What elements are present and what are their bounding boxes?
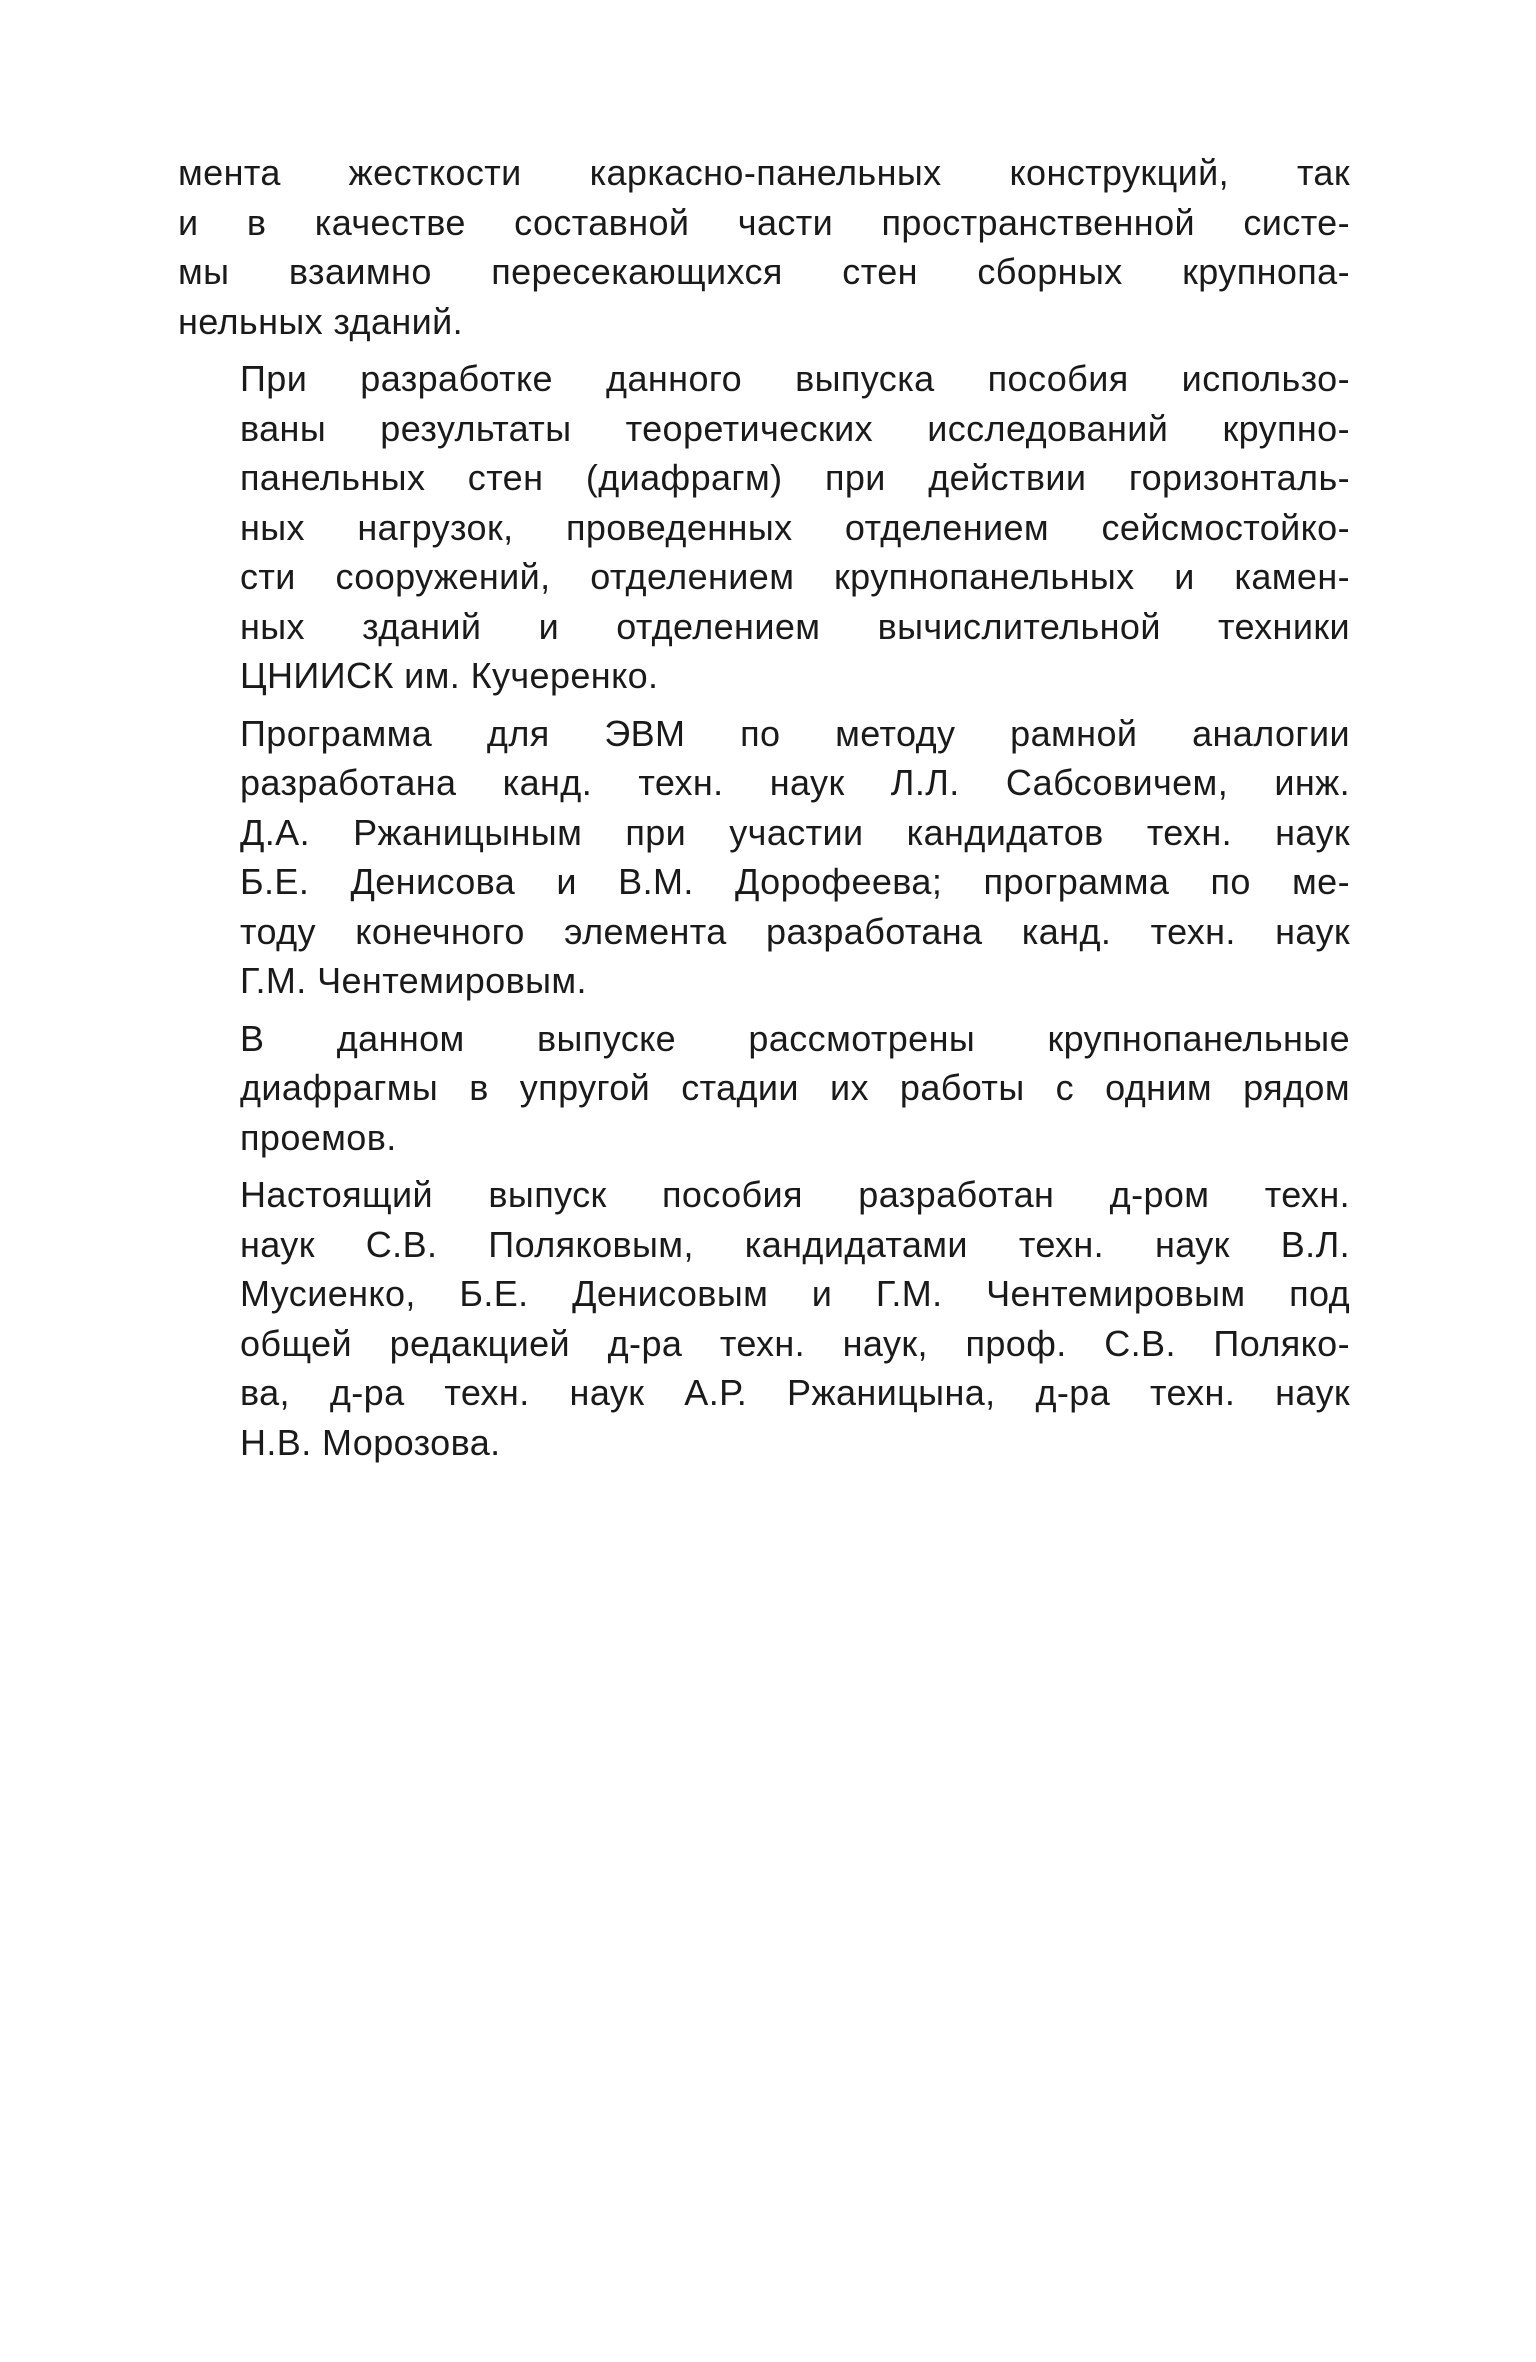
text-line: наук С.В. Поляковым, кандидатами техн. наук В.Л.: [240, 1223, 1350, 1265]
text-line: ваны результаты теоретических исследований крупно-: [240, 407, 1350, 449]
paragraph-4: [178, 1014, 1350, 1163]
text-line: Программа для ЭВМ по методу рамной аналогии: [240, 712, 1350, 754]
text-line: Н.В. Морозова.: [240, 1421, 501, 1463]
text-line: разработана канд. техн. наук Л.Л. Сабсовичем, инж.: [240, 762, 1350, 803]
text-line: ва, д-ра техн. наук А.Р. Ржаницына, д-ра техн. наук: [240, 1372, 1350, 1413]
text-line: мента жесткости каркасно-панельных конструкций, так: [178, 152, 1350, 193]
text-line: и в качестве составной части пространственной систе-: [178, 201, 1350, 243]
text-line: Б.Е. Денисова и В.М. Дорофеева; программа по ме-: [240, 861, 1350, 902]
text-line: ных зданий и отделением вычислительной техники: [240, 605, 1350, 647]
text-line: панельных стен (диафрагм) при действии горизонталь-: [240, 457, 1350, 498]
text-line: ЦНИИСК им. Кучеренко.: [240, 655, 659, 696]
paragraph-3: [178, 709, 1350, 1006]
text-line: тоду конечного элемента разработана канд. техн. наук: [240, 910, 1350, 952]
text-line: Д.А. Ржаницыным при участии кандидатов техн. наук: [240, 811, 1350, 853]
text-line: нельных зданий.: [178, 300, 464, 342]
text-line: Г.М. Чентемировым.: [240, 960, 587, 1001]
text-line: В данном выпуске рассмотрены крупнопанельные: [240, 1017, 1350, 1059]
text-line: сти сооружений, отделением крупнопанельных и камен-: [240, 556, 1350, 597]
paragraph-2: [178, 354, 1350, 701]
body-text: [178, 148, 1350, 1475]
text-line: проемов.: [240, 1116, 397, 1158]
text-line: общей редакцией д-ра техн. наук, проф. С.В. Поляко-: [240, 1322, 1350, 1364]
text-line: мы взаимно пересекающихся стен сборных крупнопа-: [178, 251, 1350, 292]
text-line: Настоящий выпуск пособия разработан д-ром техн.: [240, 1174, 1350, 1215]
paragraph-1: [178, 148, 1350, 346]
paragraph-5: [178, 1170, 1350, 1467]
text-line: При разработке данного выпуска пособия использо-: [240, 358, 1350, 399]
text-line: диафрагмы в упругой стадии их работы с одним рядом: [240, 1067, 1350, 1108]
text-line: ных нагрузок, проведенных отделением сейсмостойко-: [240, 506, 1350, 548]
text-line: Мусиенко, Б.Е. Денисовым и Г.М. Чентемировым под: [240, 1273, 1350, 1314]
